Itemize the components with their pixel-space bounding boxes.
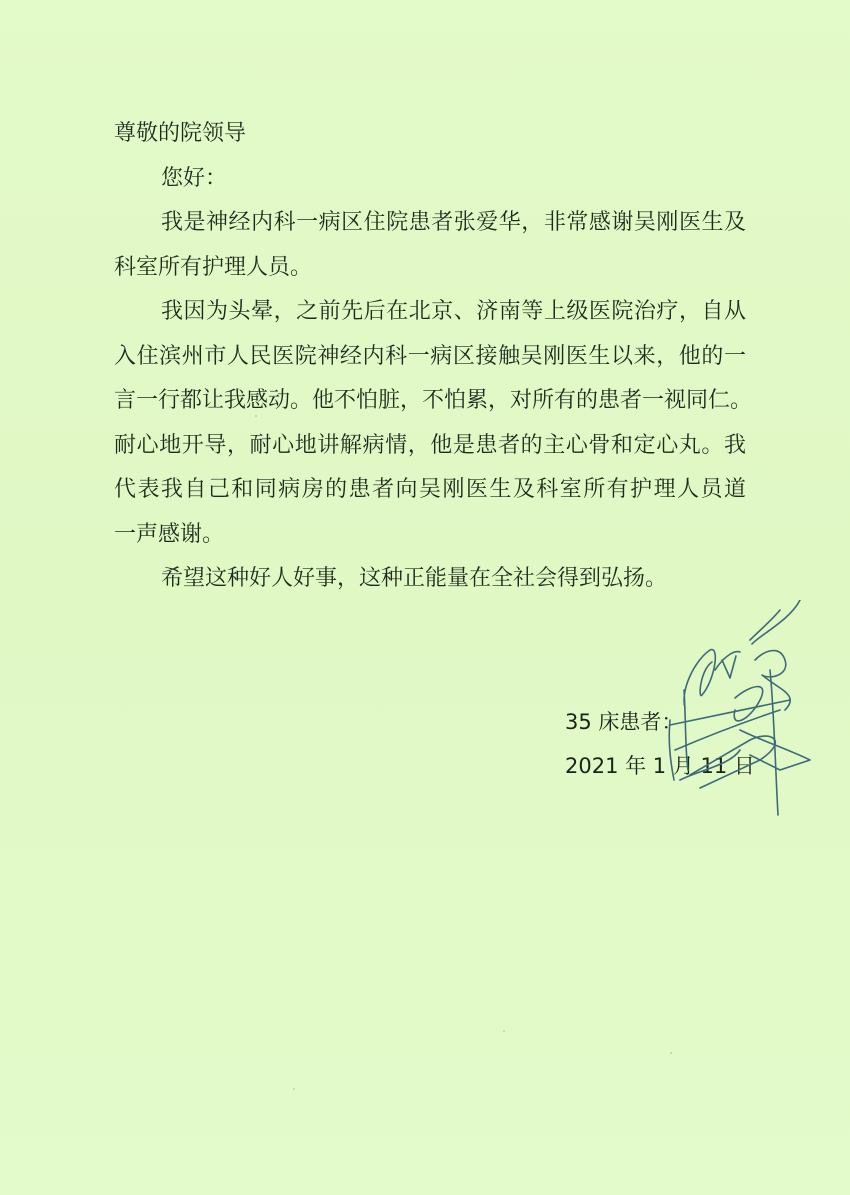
paragraph-2-line-6: 一声感谢。 <box>114 521 225 547</box>
paper-speck <box>503 1030 505 1032</box>
handwritten-signature <box>640 600 820 830</box>
paper-speck <box>670 1052 672 1054</box>
paragraph-2-line-1: 我因为头晕，之前先后在北京、济南等上级医院治疗，自从 <box>161 299 746 324</box>
greeting: 您好： <box>161 165 228 191</box>
signature-label: 35 床患者： <box>565 710 683 734</box>
paragraph-2-line-2: 入住滨州市人民医院神经内科一病区接触吴刚医生以来，他的一 <box>114 343 746 369</box>
letter-body <box>114 112 753 602</box>
letter-date: 2021 年 1 月 11 日 <box>565 754 755 778</box>
paragraph-3-line-1: 希望这种好人好事，这种正能量在全社会得到弘扬。 <box>161 566 668 591</box>
paper-speck <box>255 415 257 417</box>
paper-speck <box>293 1088 295 1090</box>
paragraph-2-line-3: 言一行都让我感动。他不怕脏，不怕累，对所有的患者一视同仁。 <box>114 388 753 413</box>
paragraph-1-line-1: 我是神经内科一病区住院患者张爱华，非常感谢吴刚医生及 <box>161 210 746 235</box>
salutation: 尊敬的院领导 <box>114 121 247 146</box>
paragraph-2-line-4: 耐心地开导，耐心地讲解病情，他是患者的主心骨和定心丸。我 <box>114 432 746 458</box>
paragraph-2-line-5: 代表我自己和同病房的患者向吴刚医生及科室所有护理人员道 <box>114 477 746 502</box>
paragraph-1-line-2: 科室所有护理人员。 <box>114 254 313 280</box>
